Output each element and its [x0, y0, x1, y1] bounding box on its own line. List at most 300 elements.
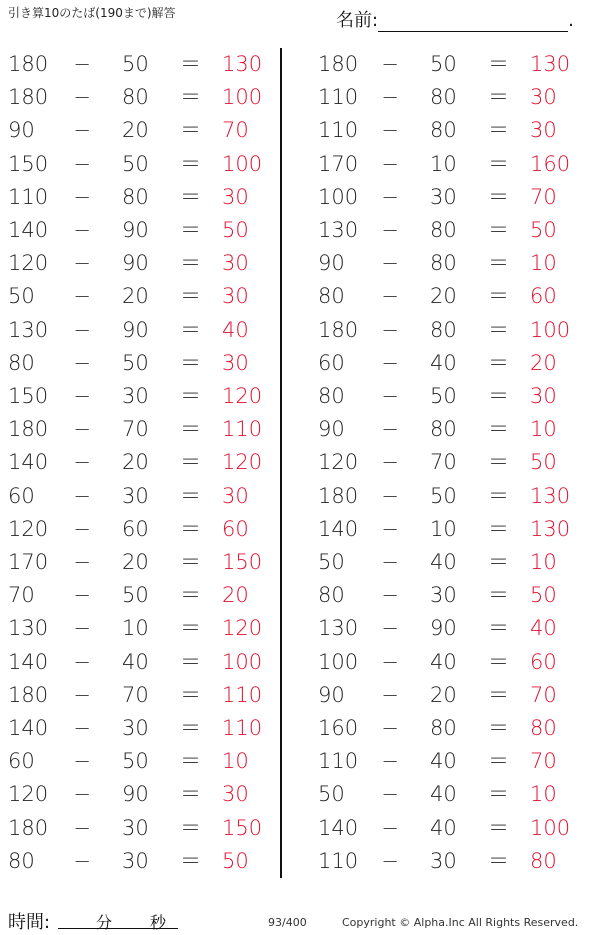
minuend: 60: [318, 350, 345, 375]
minuend: 110: [8, 184, 49, 209]
column-divider: [280, 48, 282, 878]
time-label: 時間:: [8, 912, 51, 933]
minuend: 180: [318, 52, 359, 76]
subtrahend: 30: [430, 184, 457, 209]
problem-row: [0, 480, 270, 513]
subtrahend: 20: [430, 284, 457, 309]
problem-row: [0, 148, 270, 181]
answer: 30: [222, 782, 249, 807]
problem-row: [0, 812, 270, 845]
minuend: 100: [318, 184, 359, 209]
minuend: 110: [318, 85, 359, 110]
answer: 70: [530, 749, 557, 774]
subtrahend: 90: [122, 251, 149, 276]
equals-sign: ＝: [180, 450, 201, 475]
subtrahend: 40: [430, 749, 457, 774]
problem-row: [310, 480, 580, 513]
minuend: 100: [318, 649, 359, 674]
subtrahend: 30: [430, 583, 457, 608]
name-label: 名前:: [336, 10, 379, 31]
answer: 30: [530, 384, 557, 408]
subtrahend: 80: [430, 85, 457, 110]
subtrahend: 80: [430, 218, 457, 242]
problem-row: [310, 413, 580, 446]
problem-row: [310, 446, 580, 479]
problem-row: [0, 181, 270, 214]
equals-sign: ＝: [180, 716, 201, 740]
problem-row: [0, 778, 270, 811]
answer: 120: [222, 384, 263, 408]
problem-row: [310, 812, 580, 845]
minuend: 180: [8, 815, 49, 840]
subtrahend: 30: [430, 848, 457, 873]
minus-sign: −: [381, 85, 399, 110]
problem-row: [0, 845, 270, 878]
answer: 100: [222, 151, 263, 176]
answer: 20: [222, 583, 249, 608]
equals-sign: ＝: [488, 184, 509, 209]
subtrahend: 90: [122, 782, 149, 807]
answer: 110: [222, 716, 263, 740]
minus-sign: −: [73, 251, 91, 276]
minuend: 180: [8, 682, 49, 707]
subtrahend: 30: [122, 848, 149, 873]
answer: 30: [222, 284, 249, 309]
subtrahend: 50: [430, 52, 457, 76]
minus-sign: −: [73, 384, 91, 408]
problem-row: [310, 214, 580, 247]
problem-row: [310, 181, 580, 214]
minuend: 130: [318, 218, 359, 242]
minus-sign: −: [381, 417, 399, 442]
subtrahend: 50: [122, 749, 149, 774]
answer: 100: [222, 85, 263, 110]
equals-sign: ＝: [488, 815, 509, 840]
equals-sign: ＝: [488, 284, 509, 309]
minuend: 80: [318, 284, 345, 309]
minuend: 150: [8, 384, 49, 408]
subtrahend: 80: [122, 184, 149, 209]
equals-sign: ＝: [180, 284, 201, 309]
answer: 30: [530, 118, 557, 143]
subtrahend: 50: [430, 384, 457, 408]
minus-sign: −: [381, 350, 399, 375]
minuend: 90: [318, 682, 345, 707]
minus-sign: −: [73, 450, 91, 475]
minus-sign: −: [381, 218, 399, 242]
answer: 60: [530, 284, 557, 309]
subtrahend: 80: [430, 417, 457, 442]
answer: 40: [530, 616, 557, 641]
problem-row: [0, 81, 270, 114]
minuend: 80: [318, 384, 345, 408]
subtrahend: 90: [122, 218, 149, 242]
equals-sign: ＝: [180, 218, 201, 242]
problem-row: [0, 380, 270, 413]
equals-sign: ＝: [180, 317, 201, 342]
problem-row: [0, 546, 270, 579]
answer: 30: [222, 350, 249, 375]
subtrahend: 40: [430, 782, 457, 807]
minuend: 110: [318, 118, 359, 143]
minus-sign: −: [381, 749, 399, 774]
equals-sign: ＝: [180, 417, 201, 442]
subtrahend: 70: [122, 682, 149, 707]
minus-sign: −: [73, 483, 91, 508]
minus-sign: −: [381, 151, 399, 176]
problem-row: [310, 81, 580, 114]
minus-sign: −: [73, 616, 91, 641]
problem-row: [310, 679, 580, 712]
minuend: 90: [8, 118, 35, 143]
minuend: 50: [318, 782, 345, 807]
answer: 50: [222, 218, 249, 242]
minuend: 60: [8, 749, 35, 774]
name-field: [336, 6, 574, 32]
page-number: 93/400: [268, 916, 307, 929]
answer: 10: [222, 749, 249, 774]
equals-sign: ＝: [180, 815, 201, 840]
subtrahend: 20: [430, 682, 457, 707]
minuend: 180: [318, 483, 359, 508]
problem-row: [0, 214, 270, 247]
minus-sign: −: [73, 516, 91, 541]
subtrahend: 40: [430, 350, 457, 375]
answer: 60: [222, 516, 249, 541]
minuend: 130: [8, 317, 49, 342]
answer: 100: [530, 317, 571, 342]
subtrahend: 90: [430, 616, 457, 641]
minus-sign: −: [73, 284, 91, 309]
equals-sign: ＝: [180, 184, 201, 209]
minus-sign: −: [73, 749, 91, 774]
problem-row: [310, 314, 580, 347]
answer: 10: [530, 782, 557, 807]
problem-row: [0, 280, 270, 313]
equals-sign: ＝: [488, 85, 509, 110]
answer: 80: [530, 716, 557, 740]
problem-row: [310, 612, 580, 645]
equals-sign: ＝: [180, 483, 201, 508]
subtrahend: 70: [430, 450, 457, 475]
equals-sign: ＝: [488, 616, 509, 641]
minuend: 150: [8, 151, 49, 176]
equals-sign: ＝: [488, 52, 509, 76]
equals-sign: ＝: [488, 716, 509, 740]
subtrahend: 20: [122, 450, 149, 475]
problem-row: [0, 579, 270, 612]
subtrahend: 20: [122, 118, 149, 143]
equals-sign: ＝: [488, 317, 509, 342]
equals-sign: ＝: [180, 848, 201, 873]
problem-row: [310, 280, 580, 313]
equals-sign: ＝: [488, 483, 509, 508]
minuend: 180: [8, 52, 49, 76]
problem-row: [0, 48, 270, 81]
problem-row: [0, 612, 270, 645]
subtrahend: 90: [122, 317, 149, 342]
minus-sign: −: [381, 184, 399, 209]
answer: 120: [222, 450, 263, 475]
subtrahend: 50: [122, 350, 149, 375]
answer: 30: [222, 483, 249, 508]
minuend: 90: [318, 417, 345, 442]
equals-sign: ＝: [488, 649, 509, 674]
subtrahend: 80: [430, 317, 457, 342]
equals-sign: ＝: [488, 218, 509, 242]
minuend: 140: [8, 450, 49, 475]
minus-sign: −: [381, 284, 399, 309]
problem-row: [310, 845, 580, 878]
problem-row: [310, 247, 580, 280]
equals-sign: ＝: [180, 583, 201, 608]
equals-sign: ＝: [180, 384, 201, 408]
equals-sign: ＝: [180, 151, 201, 176]
minus-sign: −: [73, 782, 91, 807]
answer: 20: [530, 350, 557, 375]
minuend: 120: [8, 782, 49, 807]
answer: 110: [222, 417, 263, 442]
equals-sign: ＝: [488, 151, 509, 176]
minus-sign: −: [73, 682, 91, 707]
minuend: 50: [318, 550, 345, 574]
minus-sign: −: [73, 317, 91, 342]
subtrahend: 40: [430, 649, 457, 674]
minuend: 130: [318, 616, 359, 641]
minus-sign: −: [381, 251, 399, 276]
minus-sign: −: [381, 384, 399, 408]
minus-sign: −: [73, 649, 91, 674]
subtrahend: 60: [122, 516, 149, 541]
problem-row: [0, 513, 270, 546]
subtrahend: 40: [430, 815, 457, 840]
problem-row: [310, 646, 580, 679]
minuend: 170: [318, 151, 359, 176]
problem-row: [0, 679, 270, 712]
equals-sign: ＝: [488, 417, 509, 442]
problem-row: [310, 778, 580, 811]
seconds-label: 秒: [150, 913, 167, 932]
minus-sign: −: [381, 649, 399, 674]
answer: 50: [222, 848, 249, 873]
problem-row: [310, 513, 580, 546]
problem-row: [310, 712, 580, 745]
minus-sign: −: [73, 350, 91, 375]
answer: 70: [530, 184, 557, 209]
equals-sign: ＝: [180, 52, 201, 76]
minus-sign: −: [73, 716, 91, 740]
minuend: 140: [318, 815, 359, 840]
problem-row: [0, 114, 270, 147]
problem-row: [310, 380, 580, 413]
subtrahend: 30: [122, 815, 149, 840]
answer: 30: [530, 85, 557, 110]
minus-sign: −: [73, 52, 91, 76]
answer: 160: [530, 151, 571, 176]
answer: 100: [222, 649, 263, 674]
problem-row: [0, 646, 270, 679]
minuend: 120: [8, 516, 49, 541]
equals-sign: ＝: [488, 682, 509, 707]
subtrahend: 30: [122, 384, 149, 408]
minuend: 80: [8, 848, 35, 873]
minus-sign: −: [381, 317, 399, 342]
problem-row: [0, 446, 270, 479]
problem-row: [310, 546, 580, 579]
minuend: 140: [8, 218, 49, 242]
problem-row: [310, 114, 580, 147]
answer: 10: [530, 550, 557, 574]
minus-sign: −: [73, 583, 91, 608]
subtrahend: 50: [430, 483, 457, 508]
minuend: 70: [8, 583, 35, 608]
minus-sign: −: [381, 682, 399, 707]
answer: 100: [530, 815, 571, 840]
minuend: 170: [8, 550, 49, 574]
minuend: 180: [8, 85, 49, 110]
subtrahend: 10: [430, 151, 457, 176]
subtrahend: 10: [430, 516, 457, 541]
answer: 10: [530, 417, 557, 442]
subtrahend: 50: [122, 151, 149, 176]
minus-sign: −: [381, 118, 399, 143]
minuend: 140: [8, 716, 49, 740]
minus-sign: −: [381, 782, 399, 807]
name-blank-line: [378, 13, 568, 32]
minuend: 50: [8, 284, 35, 309]
problem-row: [0, 314, 270, 347]
equals-sign: ＝: [180, 749, 201, 774]
equals-sign: ＝: [180, 682, 201, 707]
minus-sign: −: [73, 151, 91, 176]
subtrahend: 40: [122, 649, 149, 674]
minuend: 130: [8, 616, 49, 641]
minus-sign: −: [381, 550, 399, 574]
answer: 130: [530, 516, 571, 541]
minuend: 90: [318, 251, 345, 276]
minus-sign: −: [73, 184, 91, 209]
answer: 30: [222, 251, 249, 276]
minus-sign: −: [381, 616, 399, 641]
name-dot: .: [568, 10, 574, 31]
minuend: 120: [8, 251, 49, 276]
minus-sign: −: [381, 583, 399, 608]
problem-row: [0, 347, 270, 380]
equals-sign: ＝: [488, 749, 509, 774]
problem-row: [0, 712, 270, 745]
equals-sign: ＝: [180, 251, 201, 276]
minuend: 140: [8, 649, 49, 674]
equals-sign: ＝: [180, 782, 201, 807]
equals-sign: ＝: [488, 118, 509, 143]
minuend: 80: [8, 350, 35, 375]
minus-sign: −: [381, 815, 399, 840]
footer: [0, 902, 600, 935]
equals-sign: ＝: [488, 516, 509, 541]
equals-sign: ＝: [180, 550, 201, 574]
minus-sign: −: [73, 218, 91, 242]
minuend: 140: [318, 516, 359, 541]
worksheet-title: 引き算10のたば(190まで)解答: [8, 6, 176, 20]
minus-sign: −: [73, 118, 91, 143]
equals-sign: ＝: [488, 350, 509, 375]
minuend: 110: [318, 848, 359, 873]
minuend: 180: [318, 317, 359, 342]
subtrahend: 80: [430, 251, 457, 276]
minuend: 110: [318, 749, 359, 774]
answer: 10: [530, 251, 557, 276]
problem-row: [0, 413, 270, 446]
problem-row: [0, 745, 270, 778]
answer: 30: [222, 184, 249, 209]
equals-sign: ＝: [180, 118, 201, 143]
answer: 40: [222, 317, 249, 342]
subtrahend: 20: [122, 550, 149, 574]
answer: 150: [222, 815, 263, 840]
minus-sign: −: [73, 550, 91, 574]
answer: 80: [530, 848, 557, 873]
subtrahend: 70: [122, 417, 149, 442]
problem-row: [310, 148, 580, 181]
subtrahend: 10: [122, 616, 149, 641]
minuend: 120: [318, 450, 359, 475]
minus-sign: −: [73, 85, 91, 110]
subtrahend: 30: [122, 483, 149, 508]
answer: 60: [530, 649, 557, 674]
subtrahend: 50: [122, 583, 149, 608]
subtrahend: 80: [430, 716, 457, 740]
subtrahend: 40: [430, 550, 457, 574]
equals-sign: ＝: [180, 85, 201, 110]
equals-sign: ＝: [180, 649, 201, 674]
equals-sign: ＝: [488, 782, 509, 807]
problem-row: [310, 579, 580, 612]
answer: 50: [530, 450, 557, 475]
minutes-label: 分: [96, 913, 113, 932]
problem-row: [310, 48, 580, 81]
equals-sign: ＝: [180, 616, 201, 641]
problem-row: [310, 347, 580, 380]
copyright-notice: Copyright © Alpha.Inc All Rights Reserved.: [342, 916, 579, 929]
subtrahend: 80: [122, 85, 149, 110]
equals-sign: ＝: [488, 251, 509, 276]
answer: 70: [222, 118, 249, 143]
subtrahend: 20: [122, 284, 149, 309]
problem-row: [310, 745, 580, 778]
subtrahend: 30: [122, 716, 149, 740]
minus-sign: −: [381, 483, 399, 508]
minuend: 80: [318, 583, 345, 608]
minuend: 180: [8, 417, 49, 442]
equals-sign: ＝: [488, 450, 509, 475]
answer: 50: [530, 218, 557, 242]
answer: 50: [530, 583, 557, 608]
answer: 110: [222, 682, 263, 707]
answer: 130: [222, 52, 263, 76]
problem-row: [0, 247, 270, 280]
equals-sign: ＝: [488, 848, 509, 873]
minuend: 60: [8, 483, 35, 508]
equals-sign: ＝: [488, 384, 509, 408]
equals-sign: ＝: [180, 350, 201, 375]
minus-sign: −: [73, 815, 91, 840]
answer: 150: [222, 550, 263, 574]
subtrahend: 50: [122, 52, 149, 76]
minuend: 160: [318, 716, 359, 740]
answer: 70: [530, 682, 557, 707]
minus-sign: −: [73, 848, 91, 873]
minus-sign: −: [381, 848, 399, 873]
